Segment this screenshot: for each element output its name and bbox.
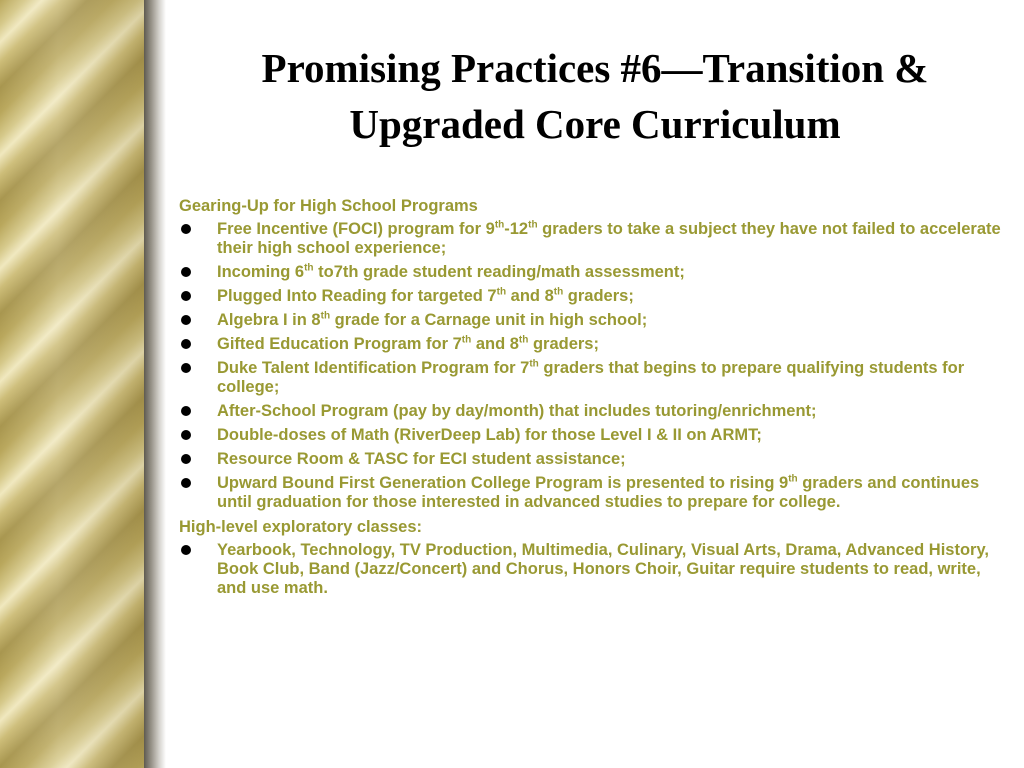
bullet-icon [181,291,191,301]
list-item: Incoming 6th to7th grade student reading/math assessment; [179,263,1004,282]
list-item: Double-doses of Math (RiverDeep Lab) for those Level I & II on ARMT; [179,426,1004,445]
section-heading-gearing-up: Gearing-Up for High School Programs [179,197,478,215]
bullet-icon [181,224,191,234]
slide-title [180,40,1010,152]
slide-body [179,197,1004,604]
list-item: Plugged Into Reading for targeted 7th and 8th graders; [179,287,1004,306]
bullet-icon [181,545,191,555]
bullet-icon [181,430,191,440]
bullet-icon [181,406,191,416]
list-item: Yearbook, Technology, TV Production, Multimedia, Culinary, Visual Arts, Drama, Advanced History, Book Club, Band (Jazz/Concert) and Chorus, Honors Choir, Guitar require students to read, write, and use math. [179,541,1004,598]
bullet-icon [181,315,191,325]
list-item: Upward Bound First Generation College Program is presented to rising 9th graders and continues until graduation for those interested in advanced studies to prepare for college. [179,474,1004,512]
band-shadow [144,0,166,768]
list-item: After-School Program (pay by day/month) that includes tutoring/enrichment; [179,402,1004,421]
decorative-gold-band [0,0,144,768]
bullet-icon [181,363,191,373]
list-item: Algebra I in 8th grade for a Carnage unit in high school; [179,311,1004,330]
title-line-1: Promising Practices #6—Transition & [261,45,929,91]
gearing-up-list [179,220,1004,512]
section-heading-exploratory: High-level exploratory classes: [179,518,423,536]
list-item: Resource Room & TASC for ECI student assistance; [179,450,1004,469]
exploratory-list [179,541,1004,598]
bullet-icon [181,454,191,464]
list-item: Duke Talent Identification Program for 7th graders that begins to prepare qualifying students for college; [179,359,1004,397]
list-item: Free Incentive (FOCI) program for 9th-12th graders to take a subject they have not failed to accelerate their high school experience; [179,220,1004,258]
list-item: Gifted Education Program for 7th and 8th graders; [179,335,1004,354]
bullet-icon [181,267,191,277]
bullet-icon [181,339,191,349]
bullet-icon [181,478,191,488]
title-line-2: Upgraded Core Curriculum [349,101,841,147]
